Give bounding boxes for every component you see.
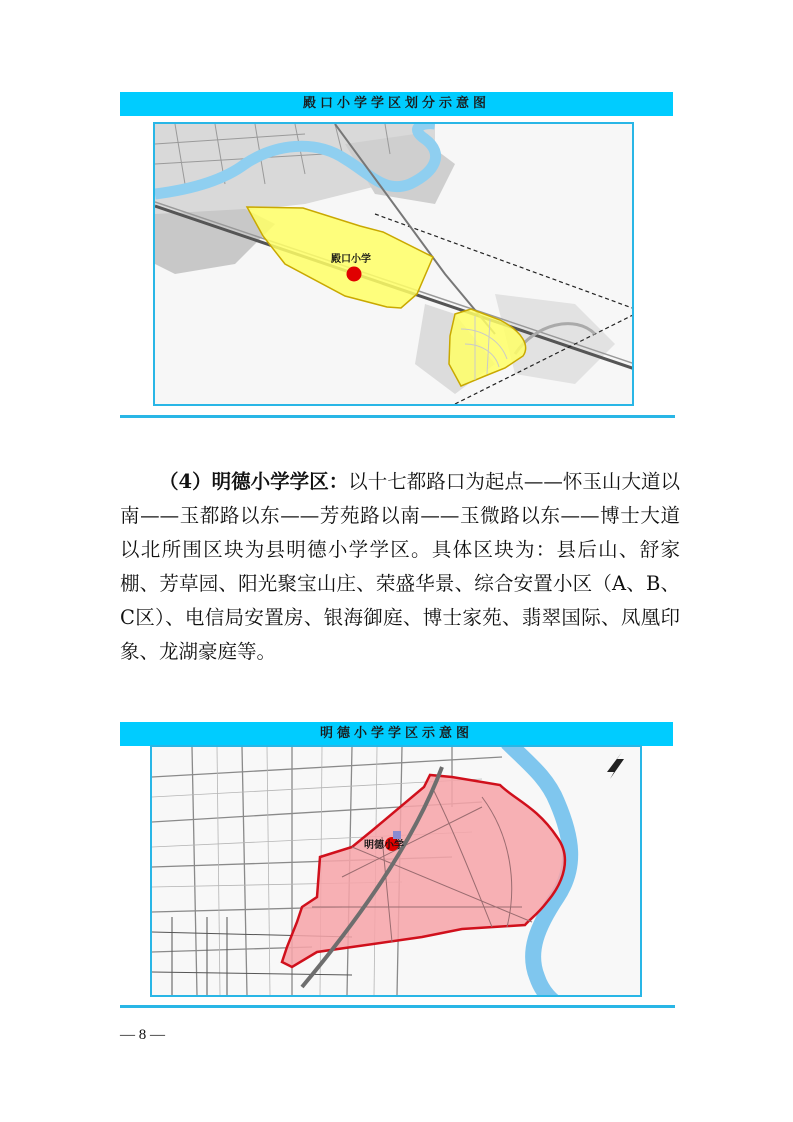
- map2-svg: [152, 747, 640, 995]
- map1-svg: [155, 124, 632, 404]
- map2-frame: [150, 745, 642, 997]
- map2-banner: [120, 722, 673, 746]
- section4-paragraph: [120, 465, 680, 669]
- map1-school-dot: [347, 267, 362, 282]
- map1-banner: [120, 92, 673, 116]
- map2-title: 明德小学学区示意图: [319, 726, 473, 741]
- map2-school-label: 明德小学: [364, 840, 404, 851]
- section4-body: 以十七都路口为起点——怀玉山大道以南——玉都路以东——芳苑路以南——玉微路以东——博士大道以北所围区块为县明德小学学区。具体区块为：县后山、舒家棚、芳草园、阳光聚宝山庄、荣盛华景、综合安置小区（A、B、C区）、电信局安置房、银海御庭、博士家苑、翡翠国际、凤凰印象、龙湖豪庭等。: [120, 470, 680, 663]
- map2-divider: [120, 1005, 675, 1008]
- map1-frame: [153, 122, 634, 406]
- map1-divider: [120, 415, 675, 418]
- section4-heading: （4）明德小学学区：: [159, 470, 349, 493]
- page-number: — 8 —: [120, 1027, 165, 1043]
- map1-school-label: 殿口小学: [331, 254, 371, 265]
- map1-title: 殿口小学学区划分示意图: [302, 96, 490, 111]
